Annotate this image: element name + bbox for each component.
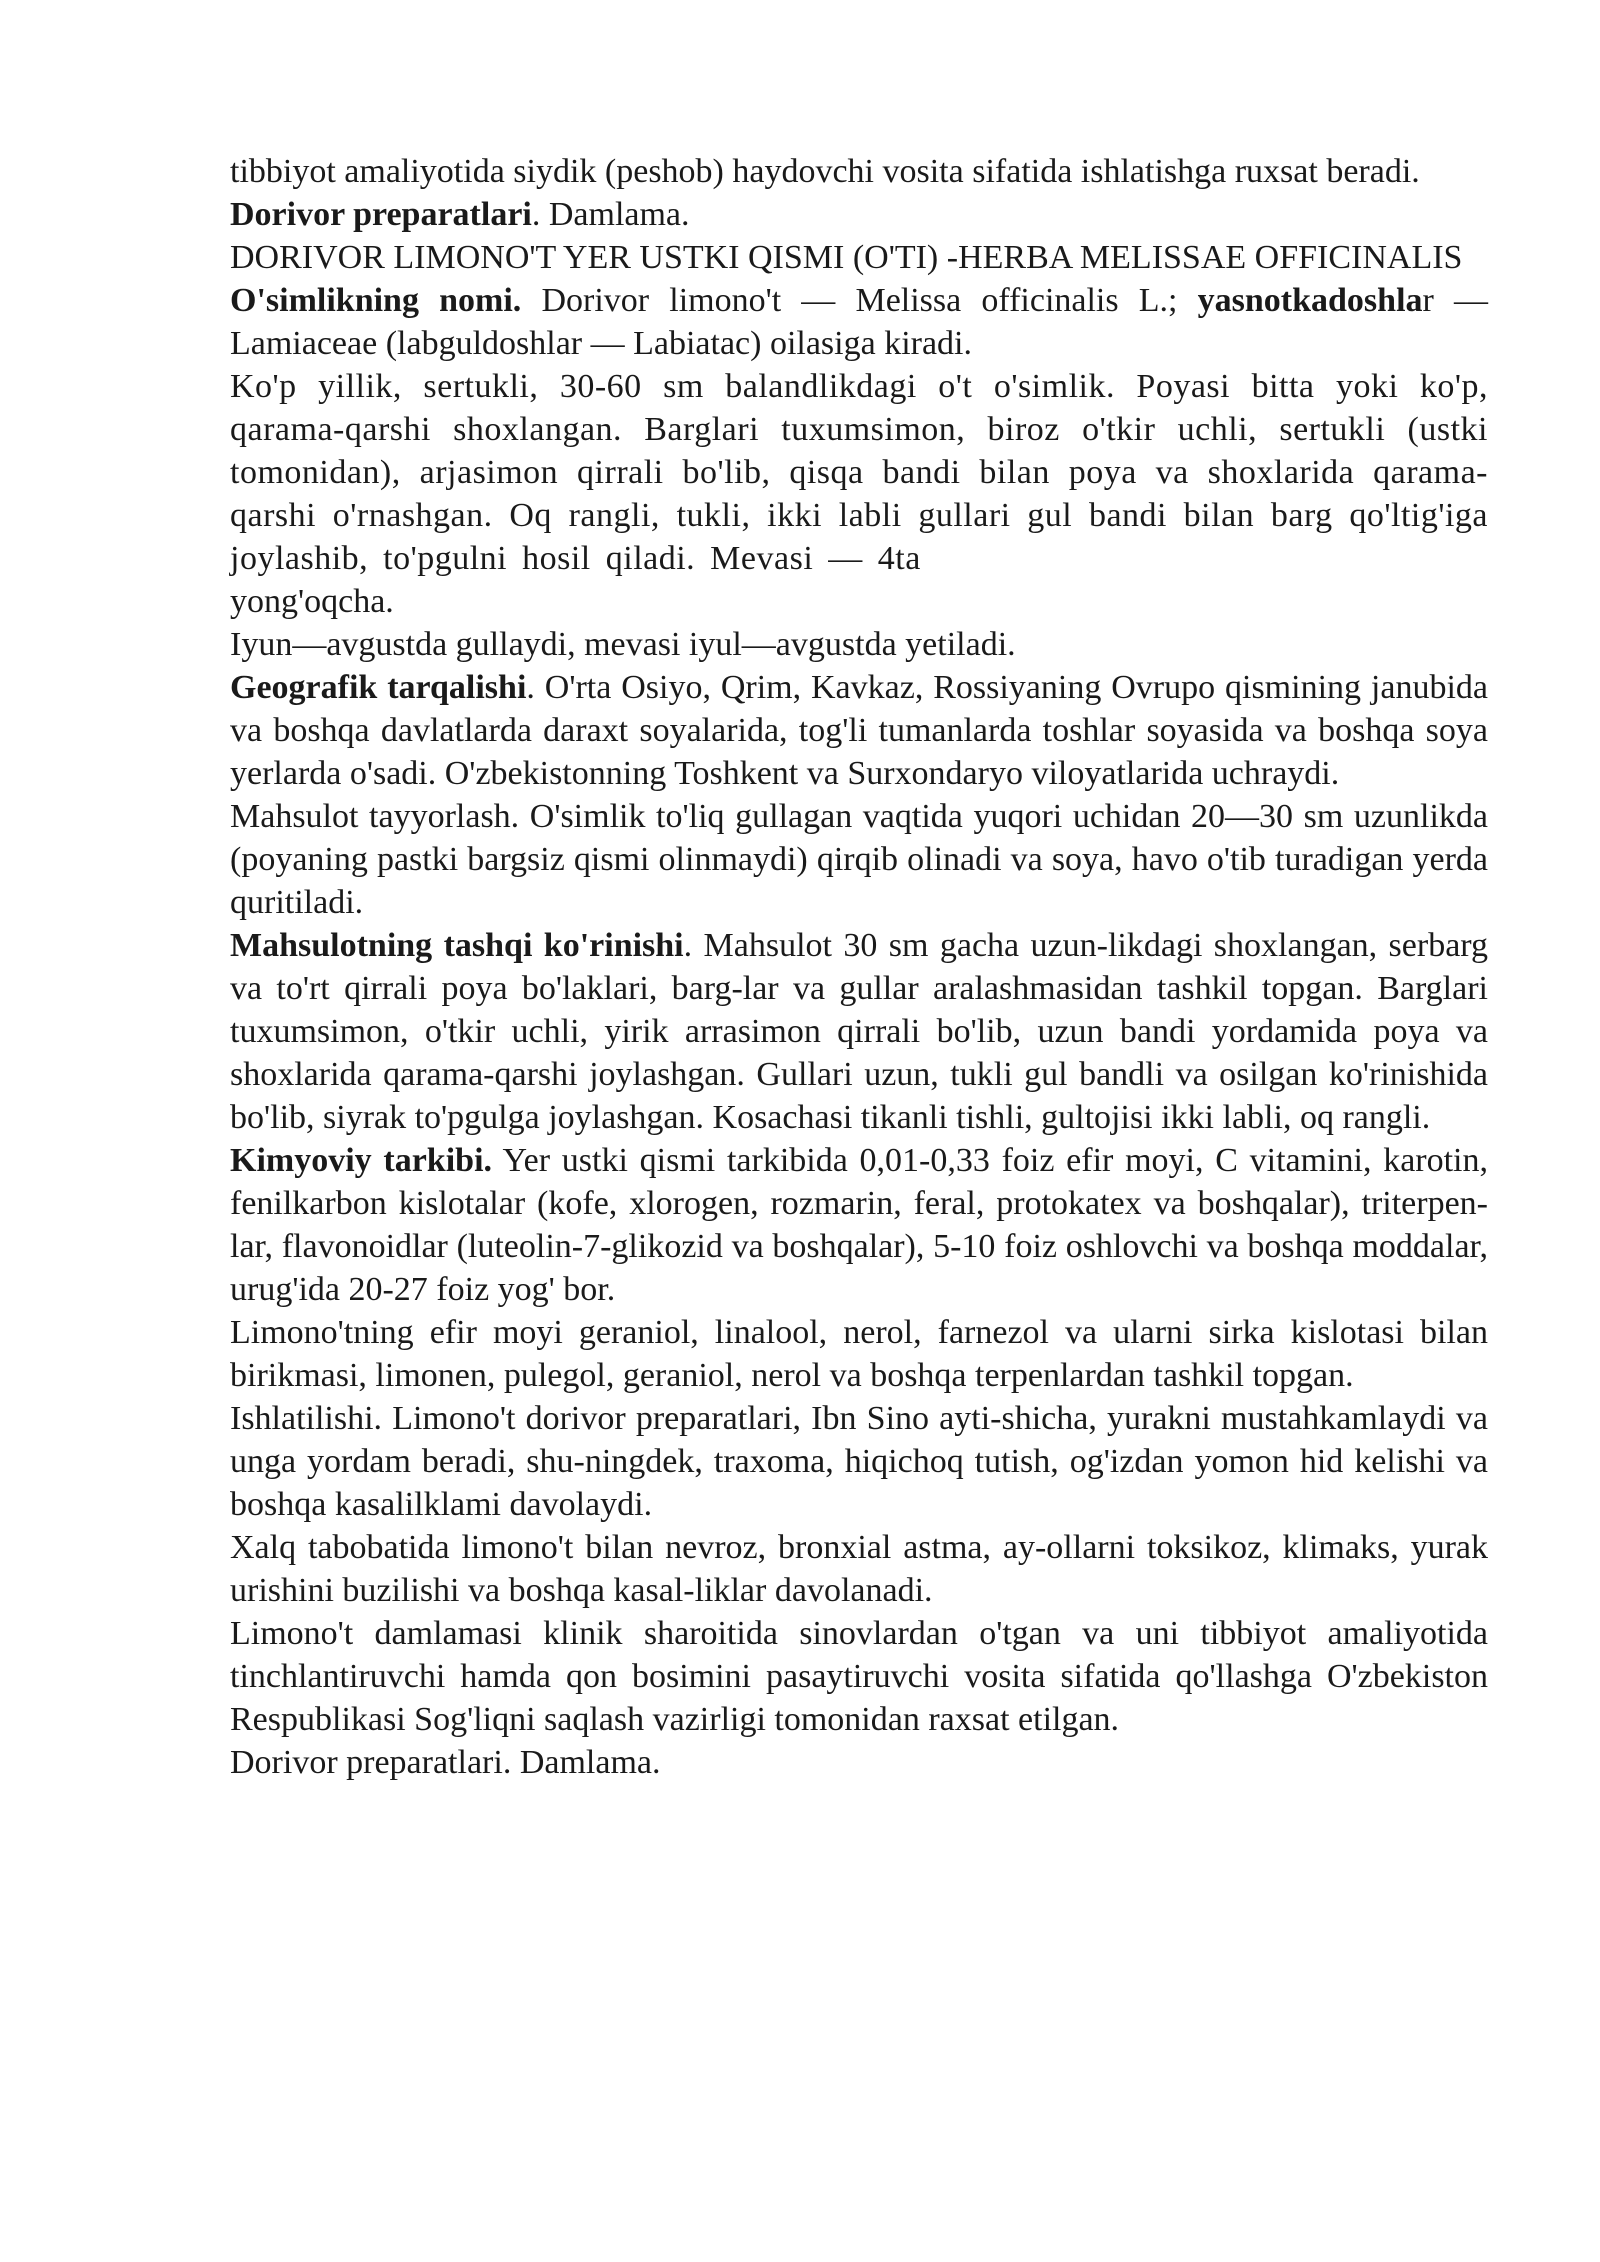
paragraph-text: Dorivor preparatlari. Damlama. (230, 1744, 661, 1781)
paragraph-flowering (230, 623, 1488, 666)
paragraph-preparations-footer (230, 1741, 1488, 1784)
paragraph-preparations-heading (230, 193, 1488, 236)
section-label: Geografik tarqalishi (230, 669, 527, 706)
document-title (230, 236, 1488, 279)
section-label: Dorivor preparatlari (230, 196, 532, 233)
paragraph-text: Xalq tabobatida limono't bilan nevroz, bronxial astma, ay-ollarni toksikoz, klimaks, yurak urishini buzilishi va boshqa kasal-liklar davolanadi. (230, 1529, 1488, 1609)
paragraph-intro-continuation (230, 150, 1488, 193)
paragraph-appearance (230, 924, 1488, 1139)
section-label: Mahsulotning tashqi ko'rinishi (230, 927, 684, 964)
paragraph-text: tibbiyot amaliyotida siydik (peshob) haydovchi vosita sifatida ishlatishga ruxsat beradi. (230, 153, 1420, 190)
paragraph-geography (230, 666, 1488, 795)
paragraph-harvesting (230, 795, 1488, 924)
paragraph-text: Limono't damlamasi klinik sharoitida sinovlardan o'tgan va uni tibbiyot amaliyotida tinchlantiruvchi hamda qon bosimini pasaytiruvchi vosita sifatida qo'llashga O'zbekiston Respublikasi Sog'liqni saqlash vazirligi tomonidan raxsat etilgan. (230, 1615, 1488, 1738)
paragraph-description (230, 365, 1488, 580)
document-page (230, 150, 1488, 1784)
paragraph-usage (230, 1397, 1488, 1526)
paragraph-text: Iyun—avgustda gullaydi, mevasi iyul—avgustda yetiladi. (230, 626, 1016, 663)
family-name-bold: yasnotkadoshla (1197, 282, 1423, 319)
paragraph-text: Limono'tning efir moyi geraniol, linalool, nerol, farnezol va ularni sirka kislotasi bilan birikmasi, limonen, pulegol, geraniol, nerol va boshqa terpenlardan tashkil topgan. (230, 1314, 1488, 1394)
paragraph-plant-name (230, 279, 1488, 365)
paragraph-text: yong'oqcha. (230, 583, 394, 620)
section-label: Kimyoviy tarkibi. (230, 1142, 493, 1179)
paragraph-chemical-composition (230, 1139, 1488, 1311)
paragraph-text: Yer ustki qismi tarkibida 0,01-0,33 foiz efir moyi, C vitamini, karotin, fenilkarbon kislotalar (kofe, xlorogen, rozmarin, feral, protokatex va boshqalar), triterpen-lar, flavonoidlar (luteolin-7-glikozid va boshqalar), 5-10 foiz oshlovchi va boshqa moddalar, urug'ida 20-27 foiz yog' bor. (230, 1142, 1488, 1308)
section-label: O'simlikning nomi. (230, 282, 522, 319)
paragraph-text: Ishlatilishi. Limono't dorivor preparatlari, Ibn Sino ayti-shicha, yurakni mustahkamlaydi va unga yordam beradi, shu-ningdek, traxoma, hiqichoq tutish, og'izdan yomon hid kelishi va boshqa kasalilklami davolaydi. (230, 1400, 1488, 1523)
paragraph-text: Ko'p yillik, sertukli, 30-60 sm balandlikdagi o't o'simlik. Poyasi bitta yoki ko'p, qarama-qarshi shoxlangan. Barglari tuxumsimon, biroz o'tkir uchli, sertukli (ustki tomonidan), arjasimon qirrali bo'lib, qisqa bandi bilan poya va shoxlarida qarama-qarshi o'rnashgan. Oq rangli, tukli, ikki labli gullari gul bandi bilan barg qo'ltig'iga joylashib, to'pgulni hosil qiladi. Mevasi — 4ta (230, 368, 1488, 577)
paragraph-folk-medicine (230, 1526, 1488, 1612)
paragraph-text: . Mahsulot 30 sm gacha uzun-likdagi shoxlangan, serbarg va to'rt qirrali poya bo'laklari, barg-lar va gullar aralashmasidan tashkil topgan. Barglari tuxumsimon, o'tkir uchli, yirik arrasimon qirrali bo'lib, uzun bandi yordamida poya va shoxlarida qarama-qarshi joylashgan. Gullari uzun, tukli gul bandli va osilgan ko'rinishida bo'lib, siyrak to'pgulga joylashgan. Kosachasi tikanli tishli, gultojisi ikki labli, oq rangli. (230, 927, 1489, 1136)
title-text: DORIVOR LIMONO'T YER USTKI QISMI (O'TI) -HERBA MELISSAE OFFICINALIS (230, 239, 1463, 276)
paragraph-text: Mahsulot tayyorlash. O'simlik to'liq gullagan vaqtida yuqori uchidan 20—30 sm uzunlikda (poyaning pastki bargsiz qismi olinmaydi) qirqib olinadi va soya, havo o'tib turadigan yerda quritiladi. (230, 798, 1488, 921)
paragraph-fruit (230, 580, 1488, 623)
paragraph-text: . O'rta Osiyo, Qrim, Kavkaz, Rossiyaning Ovrupo qismining janubida va boshqa davlatlarda daraxt soyalarida, tog'li tumanlarda toshlar soyasida va boshqa soya yerlarda o'sadi. O'zbekistonning Toshkent va Surxondaryo viloyatlarida uchraydi. (230, 669, 1488, 792)
paragraph-text: Dorivor limono't — Melissa officinalis L.; (521, 282, 1198, 319)
paragraph-text: . Damlama. (531, 196, 690, 233)
paragraph-text: r — Lamiaceae (labguldoshlar — Labiatac) oilasiga kiradi. (230, 282, 1488, 362)
paragraph-essential-oil (230, 1311, 1488, 1397)
paragraph-clinical-approval (230, 1612, 1488, 1741)
